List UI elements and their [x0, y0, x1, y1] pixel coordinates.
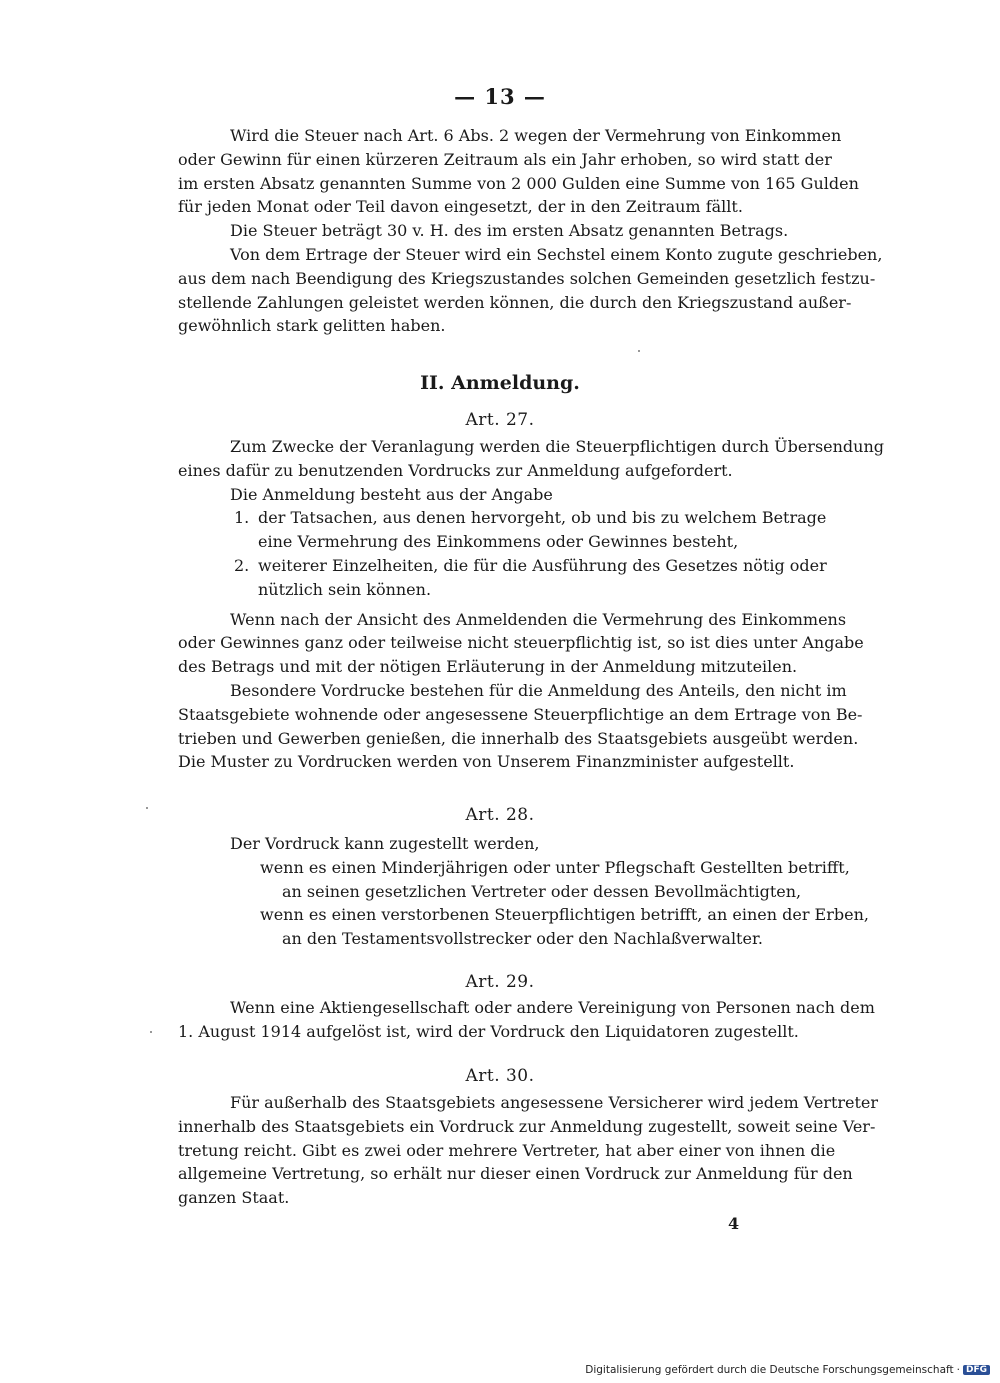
dfg-logo: DFG [963, 1365, 990, 1375]
digitization-footer [585, 1364, 990, 1376]
article-heading-27: Art. 27. [465, 410, 535, 430]
text-line: gewöhnlich stark gelitten haben. [178, 316, 446, 336]
footer-text: Digitalisierung gefördert durch die Deutsche Forschungsgemeinschaft [585, 1364, 954, 1376]
text-line: Besondere Vordrucke bestehen für die Anmeldung des Anteils, den nicht im [230, 680, 847, 700]
text-line: aus dem nach Beendigung des Kriegszustandes solchen Gemeinden gesetzlich festzu- [178, 268, 876, 288]
text-line: Von dem Ertrage der Steuer wird ein Sechstel einem Konto zugute geschrieben, [230, 244, 883, 264]
article-29-body [178, 996, 875, 1044]
text-line: allgemeine Vertretung, so erhält nur dieser einen Vordruck zur Anmeldung für den [178, 1164, 853, 1184]
text-line: der Tatsachen, aus denen hervorgeht, ob und bis zu welchem Betrage [258, 508, 827, 528]
article-30-body [178, 1091, 879, 1210]
article-heading-29: Art. 29. [465, 972, 535, 992]
text-line: Die Steuer beträgt 30 v. H. des im ersten Absatz genannten Betrags. [230, 221, 789, 241]
section-title: II. Anmeldung. [420, 372, 580, 394]
separator-dot: · [956, 1364, 960, 1376]
signature-mark: 4 [728, 1214, 740, 1233]
article-heading-28: Art. 28. [465, 805, 535, 825]
text-line: wenn es einen Minderjährigen oder unter Pflegschaft Gestellten betrifft, [260, 857, 850, 877]
page-number-header: — 13 — [454, 84, 546, 109]
text-line: oder Gewinn für einen kürzeren Zeitraum als ein Jahr erhoben, so wird statt der [178, 149, 832, 169]
text-line: eine Vermehrung des Einkommens oder Gewinnes besteht, [258, 532, 739, 552]
text-line: Die Anmeldung besteht aus der Angabe [230, 484, 553, 504]
text-line: Wird die Steuer nach Art. 6 Abs. 2 wegen der Vermehrung von Einkommen [230, 126, 842, 145]
article-heading-30: Art. 30. [465, 1066, 535, 1086]
text-line: trieben und Gewerben genießen, die innerhalb des Staatsgebiets ausgeübt werden. [178, 728, 859, 748]
list-item [178, 554, 827, 602]
text-line: Der Vordruck kann zugestellt werden, [230, 834, 540, 853]
list-number: 1. [234, 508, 250, 528]
scan-speck [146, 807, 148, 809]
text-line: wenn es einen verstorbenen Steuerpflichtigen betrifft, an einen der Erben, [260, 905, 869, 925]
text-line: Staatsgebiete wohnende oder angesessene Steuerpflichtige an dem Ertrage von Be- [178, 704, 863, 724]
article-27-body [178, 435, 885, 774]
text-line: Wenn eine Aktiengesellschaft oder andere Vereinigung von Personen nach dem [230, 998, 875, 1017]
scan-speck [638, 350, 640, 352]
scan-speck [150, 1031, 152, 1033]
text-line: im ersten Absatz genannten Summe von 2 000 Gulden eine Summe von 165 Gulden [178, 173, 859, 193]
text-line: Die Muster zu Vordrucken werden von Unserem Finanzminister aufgestellt. [178, 752, 795, 772]
text-line: für jeden Monat oder Teil davon eingesetzt, der in den Zeitraum fällt. [178, 197, 743, 217]
text-line: oder Gewinnes ganz oder teilweise nicht steuerpflichtig ist, so ist dies unter Angabe [178, 633, 864, 653]
text-line: eines dafür zu benutzenden Vordrucks zur Anmeldung aufgefordert. [178, 460, 733, 480]
list-number: 2. [234, 555, 250, 575]
text-line: Zum Zwecke der Veranlagung werden die Steuerpflichtigen durch Übersendung [230, 437, 885, 456]
article-28-body [178, 832, 869, 951]
text-line: an seinen gesetzlichen Vertreter oder dessen Bevollmächtigten, [282, 881, 802, 901]
text-line: innerhalb des Staatsgebiets ein Vordruck zur Anmeldung zugestellt, soweit seine Ver- [178, 1116, 876, 1136]
text-line: ganzen Staat. [178, 1188, 290, 1208]
text-line: an den Testamentsvollstrecker oder den Nachlaßverwalter. [282, 929, 763, 949]
text-line: stellende Zahlungen geleistet werden können, die durch den Kriegszustand außer- [178, 292, 852, 312]
text-line: 1. August 1914 aufgelöst ist, wird der Vordruck den Liquidatoren zugestellt. [178, 1021, 799, 1041]
text-line: tretung reicht. Gibt es zwei oder mehrere Vertreter, hat aber einer von ihnen die [178, 1140, 836, 1160]
intro-section [178, 124, 883, 338]
text-line: Wenn nach der Ansicht des Anmeldenden die Vermehrung des Einkommens [230, 609, 847, 629]
text-line: Für außerhalb des Staatsgebiets angesessene Versicherer wird jedem Vertreter [230, 1093, 879, 1112]
text-line: nützlich sein können. [258, 579, 432, 599]
text-line: weiterer Einzelheiten, die für die Ausführung des Gesetzes nötig oder [258, 555, 827, 575]
list-item [178, 506, 827, 554]
text-line: des Betrags und mit der nötigen Erläuterung in der Anmeldung mitzuteilen. [178, 657, 798, 677]
